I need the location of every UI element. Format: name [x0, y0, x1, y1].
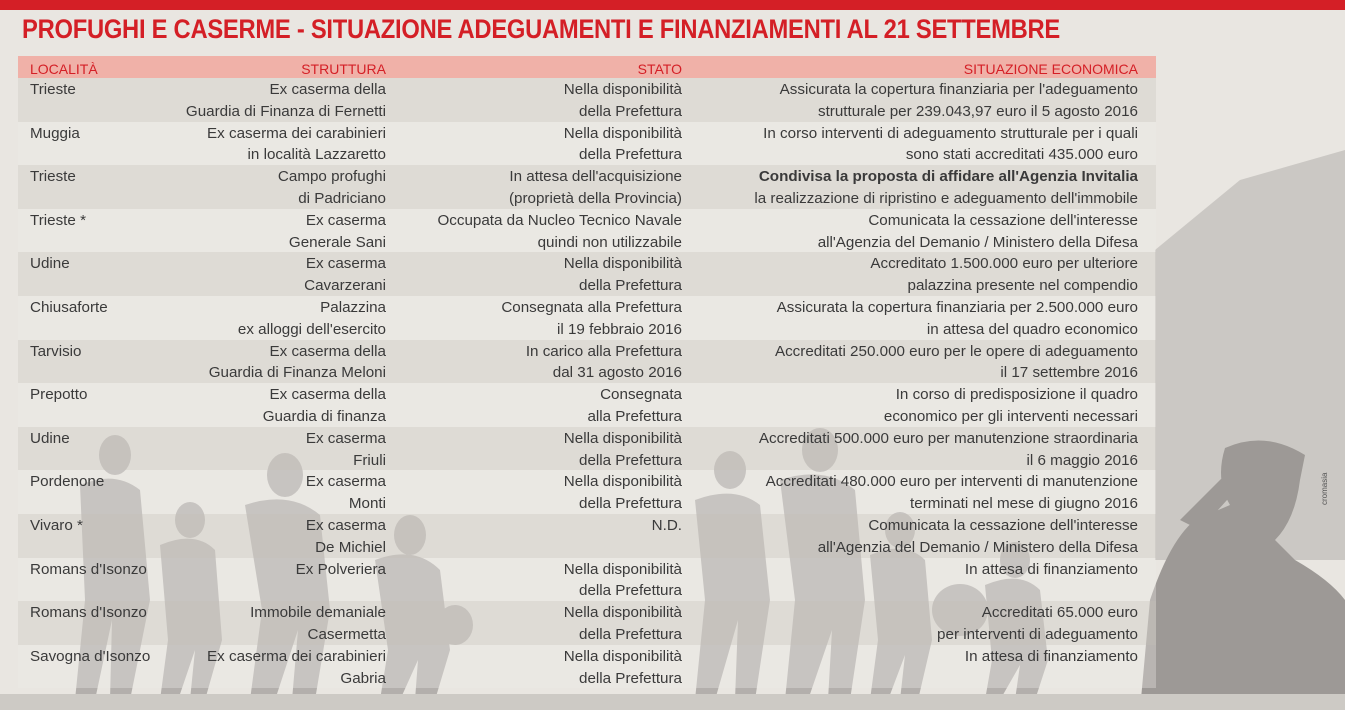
cell-stato-line: della Prefettura [579, 625, 682, 643]
cell-struttura [207, 123, 386, 167]
cell-situazione-economica-line: Comunicata la cessazione dell'interesse [868, 516, 1138, 534]
cell-situazione-economica-line: Accreditati 500.000 euro per manutenzione straordinaria [758, 429, 1138, 447]
cell-situazione-economica [763, 123, 1138, 167]
cell-localita: Trieste * [30, 211, 86, 229]
cell-stato [652, 515, 682, 537]
table-row [18, 340, 1156, 384]
cell-stato-line: Occupata da Nucleo Tecnico Navale [437, 211, 682, 229]
cell-stato-line: Consegnata [600, 386, 682, 404]
cell-situazione-economica-line: Accreditati 250.000 euro per le opere di adeguamento [774, 342, 1138, 360]
cell-struttura-line: Ex caserma [305, 211, 386, 229]
table-row [18, 645, 1156, 689]
cell-struttura-line: ex alloggi dell'esercito [237, 320, 386, 338]
cell-localita: Muggia [30, 124, 80, 142]
header-struttura: STRUTTURA [301, 61, 386, 77]
cell-stato-line: Nella disponibilità [563, 81, 682, 98]
cell-stato-line: Nella disponibilità [563, 255, 682, 273]
cell-situazione-economica-line: all'Agenzia del Demanio / Ministero della Difesa [817, 233, 1138, 251]
cell-struttura-line: Ex caserma [305, 516, 386, 534]
cell-situazione-economica-line: terminati nel mese di giugno 2016 [910, 495, 1138, 513]
cell-situazione-economica-line: Comunicata la cessazione dell'interesse [868, 211, 1138, 229]
bottom-bar [0, 694, 1345, 710]
cell-localita: Udine [30, 429, 70, 447]
cell-stato-line: della Prefettura [579, 146, 682, 164]
table-header [18, 56, 1156, 78]
cell-stato-line: In carico alla Prefettura [525, 342, 682, 360]
cell-situazione-economica-line: in attesa del quadro economico [926, 320, 1138, 338]
table-row [18, 252, 1156, 296]
cell-struttura-line: Ex caserma [305, 429, 386, 447]
cell-struttura [306, 471, 386, 515]
cell-struttura [186, 79, 386, 123]
cell-struttura-line: Ex caserma della [269, 81, 386, 98]
cell-situazione-economica-line: per interventi di adeguamento [937, 625, 1138, 643]
cell-stato [564, 253, 682, 297]
cell-struttura-line: Ex caserma della [269, 342, 386, 360]
cell-stato-line: In attesa dell'acquisizione [509, 168, 682, 186]
cell-stato-line: dal 31 agosto 2016 [552, 364, 682, 382]
cell-situazione-economica-line: economico per gli interventi necessari [883, 407, 1138, 425]
cell-localita: Savogna d'Isonzo [30, 647, 151, 665]
table-row [18, 165, 1156, 209]
cell-localita: Romans d'Isonzo [30, 560, 147, 578]
cell-struttura-line: Ex caserma [305, 473, 386, 491]
table-row [18, 470, 1156, 514]
cell-stato-line: Nella disponibilità [563, 429, 682, 447]
cell-situazione-economica-line: strutturale per 239.043,97 euro il 5 agosto 2016 [817, 102, 1138, 120]
cell-struttura-line: in località Lazzaretto [247, 146, 386, 164]
cell-struttura [304, 253, 386, 297]
cell-struttura-line: Ex caserma dei carabinieri [207, 124, 386, 142]
cell-struttura-line: Casermetta [307, 625, 386, 643]
cell-stato-line: della Prefettura [579, 277, 682, 295]
cell-stato-line: Nella disponibilità [563, 473, 682, 491]
cell-localita: Vivaro * [30, 516, 83, 534]
cell-struttura-line: Cavarzerani [304, 277, 386, 295]
cell-stato-line: N.D. [651, 516, 682, 534]
cell-stato-line: della Prefettura [579, 451, 682, 469]
cell-struttura-line: Immobile demaniale [250, 604, 386, 622]
cell-situazione-economica-line: palazzina presente nel compendio [907, 277, 1138, 295]
cell-stato [564, 602, 682, 646]
cell-situazione-economica-line: In corso di predisposizione il quadro [895, 386, 1138, 404]
cell-stato-line: alla Prefettura [587, 407, 682, 425]
table-row [18, 601, 1156, 645]
cell-struttura [278, 166, 386, 210]
cell-struttura [306, 515, 386, 559]
cell-localita: Chiusaforte [30, 298, 108, 316]
cell-situazione-economica [754, 166, 1138, 210]
cell-situazione-economica [884, 384, 1138, 428]
cell-localita: Tarvisio [30, 342, 82, 360]
table-row [18, 383, 1156, 427]
cell-struttura-line: Ex Polveriera [295, 560, 386, 578]
cell-struttura-line: Guardia di Finanza di Fernetti [185, 102, 386, 120]
cell-situazione-economica [766, 471, 1138, 515]
cell-stato [564, 559, 682, 603]
cell-stato-line: della Prefettura [579, 669, 682, 687]
table-row [18, 78, 1156, 122]
cell-struttura-line: Guardia di Finanza Meloni [208, 364, 386, 382]
photo-credit: cromasia [1320, 472, 1329, 505]
cell-stato-line: Consegnata alla Prefettura [501, 298, 682, 316]
cell-struttura [296, 559, 386, 581]
cell-situazione-economica-line: Assicurata la copertura finanziaria per 2.500.000 euro [776, 298, 1138, 316]
cell-situazione-economica [937, 602, 1138, 646]
cell-situazione-economica-line: la realizzazione di ripristino e adeguamento dell'immobile [754, 189, 1138, 207]
cell-situazione-economica [870, 253, 1138, 297]
cell-stato-line: Nella disponibilità [563, 124, 682, 142]
cell-struttura-line: Ex caserma [305, 255, 386, 273]
page-title: PROFUGHI E CASERME - SITUAZIONE ADEGUAMENTI E FINANZIAMENTI AL 21 SETTEMBRE [22, 14, 1061, 44]
cell-stato-line: della Prefettura [579, 582, 682, 600]
cell-stato [564, 79, 682, 123]
cell-struttura-line: Guardia di finanza [262, 407, 386, 425]
table-row [18, 209, 1156, 253]
cell-struttura [207, 646, 386, 690]
header-situazione-economica: SITUAZIONE ECONOMICA [963, 61, 1138, 77]
cell-situazione-economica [780, 79, 1138, 123]
cell-situazione-economica [777, 297, 1138, 341]
cell-struttura-line: Ex caserma dei carabinieri [207, 647, 386, 665]
cell-struttura [209, 341, 386, 385]
cell-localita: Prepotto [30, 386, 88, 404]
table-row [18, 514, 1156, 558]
cell-stato [564, 471, 682, 515]
cell-localita: Trieste [30, 168, 76, 186]
cell-situazione-economica-line: all'Agenzia del Demanio / Ministero della Difesa [817, 538, 1138, 556]
cell-stato [564, 123, 682, 167]
table-row [18, 296, 1156, 340]
header-localita: LOCALITÀ [30, 61, 98, 77]
cell-stato [587, 384, 682, 428]
cell-situazione-economica-line: Condivisa la proposta di affidare all'Agenzia Invitalia [758, 168, 1138, 186]
table-row [18, 558, 1156, 602]
cell-stato-line: Nella disponibilità [563, 647, 682, 665]
cell-situazione-economica-line: Accreditato 1.500.000 euro per ulteriore [870, 255, 1138, 273]
cell-stato [526, 341, 682, 385]
cell-stato-line: della Prefettura [579, 495, 682, 513]
cell-situazione-economica-line: Assicurata la copertura finanziaria per l'adeguamento [779, 81, 1138, 98]
cell-stato-line: della Prefettura [579, 102, 682, 120]
cell-situazione-economica [965, 559, 1138, 581]
cell-stato-line: Nella disponibilità [563, 604, 682, 622]
cell-localita: Udine [30, 255, 70, 273]
cell-stato [564, 428, 682, 472]
cell-localita: Trieste [30, 81, 76, 98]
cell-stato-line: il 19 febbraio 2016 [557, 320, 682, 338]
cell-stato-line: quindi non utilizzabile [537, 233, 682, 251]
cell-struttura [238, 297, 386, 341]
cell-struttura-line: Palazzina [320, 298, 386, 316]
cell-situazione-economica-line: Accreditati 65.000 euro [981, 604, 1138, 622]
table-row [18, 122, 1156, 166]
cell-stato [564, 646, 682, 690]
cell-stato [501, 297, 682, 341]
cell-situazione-economica [818, 210, 1138, 254]
cell-stato-line: Nella disponibilità [563, 560, 682, 578]
cell-situazione-economica [965, 646, 1138, 668]
cell-situazione-economica [775, 341, 1138, 385]
cell-situazione-economica-line: In attesa di finanziamento [964, 647, 1138, 665]
cell-stato [509, 166, 682, 210]
cell-situazione-economica-line: il 6 maggio 2016 [1026, 451, 1138, 469]
cell-struttura [306, 428, 386, 472]
facilities-table [18, 56, 1156, 688]
cell-struttura-line: Generale Sani [288, 233, 386, 251]
cell-situazione-economica [818, 515, 1138, 559]
cell-localita: Pordenone [30, 473, 105, 491]
cell-situazione-economica-line: In attesa di finanziamento [964, 560, 1138, 578]
cell-situazione-economica [759, 428, 1138, 472]
cell-struttura-line: Monti [348, 495, 386, 513]
cell-stato [437, 210, 682, 254]
table-row [18, 427, 1156, 471]
header-stato: STATO [637, 61, 682, 77]
cell-situazione-economica-line: Accreditati 480.000 euro per interventi di manutenzione [765, 473, 1138, 491]
cell-struttura-line: Friuli [353, 451, 386, 469]
cell-struttura-line: Campo profughi [277, 168, 386, 186]
cell-struttura [250, 602, 386, 646]
cell-stato-line: (proprietà della Provincia) [508, 189, 682, 207]
cell-situazione-economica-line: In corso interventi di adeguamento strutturale per i quali [763, 124, 1138, 142]
cell-struttura-line: Gabria [340, 669, 386, 687]
cell-struttura [289, 210, 386, 254]
cell-struttura-line: di Padriciano [298, 189, 386, 207]
cell-struttura-line: Ex caserma della [269, 386, 386, 404]
cell-situazione-economica-line: il 17 settembre 2016 [1000, 364, 1138, 382]
cell-localita: Romans d'Isonzo [30, 604, 147, 622]
cell-struttura [263, 384, 386, 428]
table-body [18, 78, 1156, 688]
cell-situazione-economica-line: sono stati accreditati 435.000 euro [905, 146, 1138, 164]
cell-struttura-line: De Michiel [315, 538, 386, 556]
